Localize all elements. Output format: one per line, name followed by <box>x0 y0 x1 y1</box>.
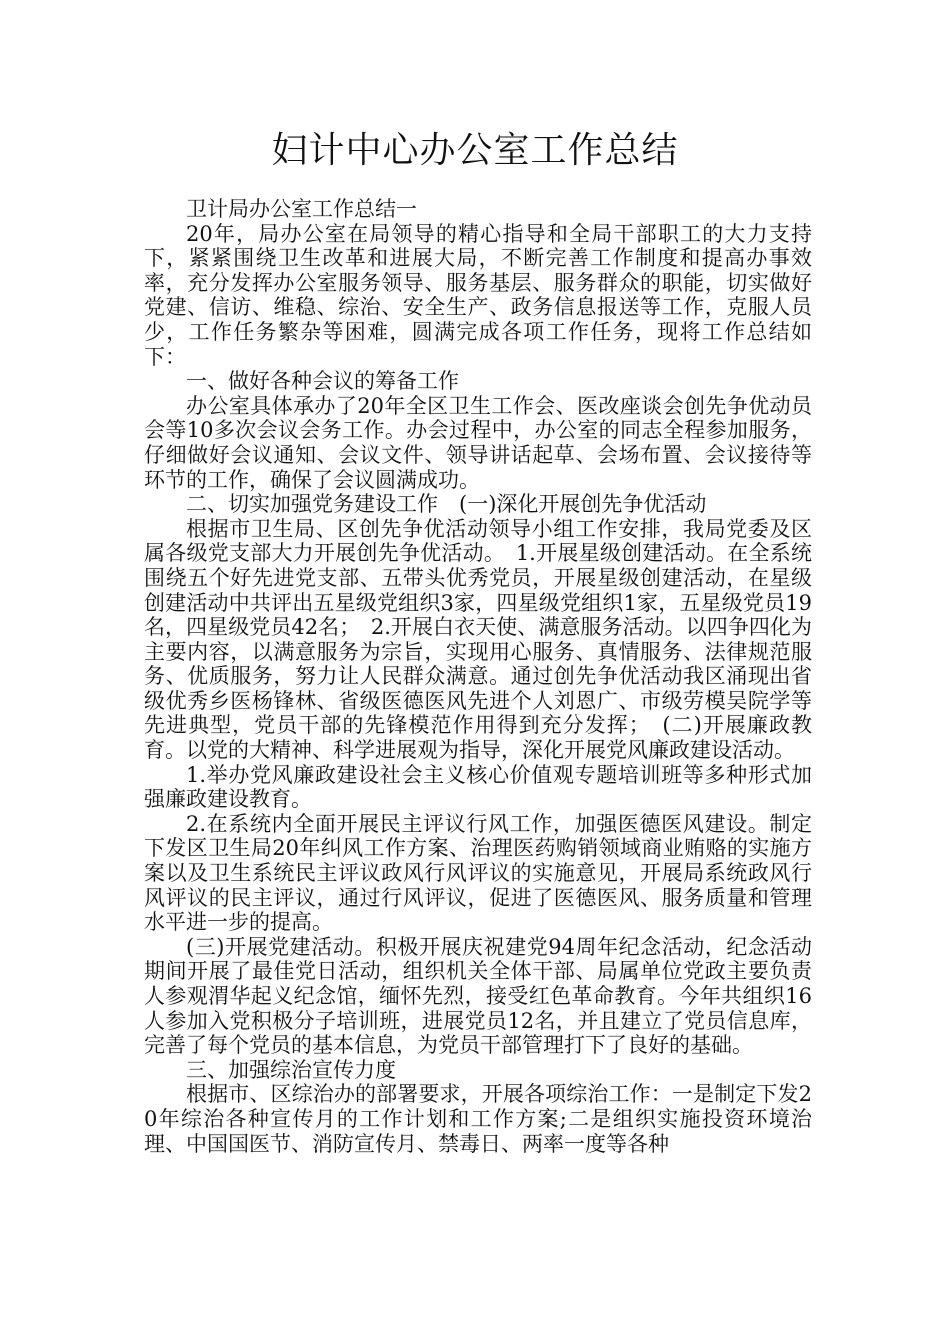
paragraph-integrity-training: 1.举办党风廉政建设社会主义核心价值观专题培训班等多种形式加强廉政建设教育。 <box>144 762 812 812</box>
paragraph-heading-subtitle: 卫计局办公室工作总结一 <box>186 197 417 221</box>
document-body <box>144 197 812 1156</box>
document-title: 妇计中心办公室工作总结 <box>271 130 679 171</box>
paragraph-comprehensive: 根据市、区综治办的部署要求，开展各项综治工作：一是制定下发20年综治各种宣传月的工作计划和工作方案;二是组织实施投资环境治理、中国国医节、消防宣传月、禁毒日、两率一度等各种 <box>144 1082 812 1156</box>
section-heading-3: 三、加强综治宣传力度 <box>186 1057 396 1082</box>
paragraph-intro: 20年，局办公室在局领导的精心指导和全局干部职工的大力支持下，紧紧围绕卫生改革和进展大局，不断完善工作制度和提高办事效率，充分发挥办公室服务领导、服务基层、服务群众的职能，切实做好党建、信访、维稳、综治、安全生产、政务信息报送等工作，克服人员少，工作任务繁杂等困难，圆满完成各项工作任务，现将工作总结如下： <box>144 221 812 369</box>
paragraph-party-activities: 根据市卫生局、区创先争优活动领导小组工作安排，我局党委及区属各级党支部大力开展创先争优活动。 1.开展星级创建活动。在全系统围绕五个好先进党支部、五带头优秀党员，开展星级创建活动，在星级创建活动中共评出五星级党组织3家，四星级党组织1家，五星级党员19名，四星级党员42名； 2.开展白衣天使、满意服务活动。以四争四化为主要内容，以满意服务为宗旨，实现用心服务、真情服务、法律规范服务、优质服务，努力让人民群众满意。通过创先争优活动我区涌现出省级优秀乡医杨锋林、省级医德医风先进个人刘恩广、市级劳模吴院学等先进典型，党员干部的先锋模范作用得到充分发挥； (二)开展廉政教育。以党的大精神、科学进展观为指导，深化开展党风廉政建设活动。 <box>144 516 812 763</box>
paragraph-party-building: (三)开展党建活动。积极开展庆祝建党94周年纪念活动，纪念活动期间开展了最佳党日活动，组织机关全体干部、局属单位党政主要负责人参观渭华起义纪念馆，缅怀先烈，接受红色革命教育。今年共组织16人参加入党积极分子培训班，进展党员12名，并且建立了党员信息库，完善了每个党员的基本信息，为党员干部管理打下了良好的基础。 <box>144 934 812 1058</box>
paragraph-work-style: 2.在系统内全面开展民主评议行风工作，加强医德医风建设。制定下发区卫生局20年纠风工作方案、治理医药购销领域商业贿赂的实施方案以及卫生系统民主评议政风行风评议的实施意见，开展局系统政风行风评议的民主评议，通过行风评议，促进了医德医风、服务质量和管理水平进一步的提高。 <box>144 811 812 935</box>
section-heading-2: 二、切实加强党务建设工作 (一)深化开展创先争优活动 <box>186 492 707 517</box>
paragraph-meetings: 办公室具体承办了20年全区卫生工作会、医改座谈会创先争优动员会等10多次会议会务工作。办会过程中，办公室的同志全程参加服务，仔细做好会议通知、会议文件、领导讲话起草、会场布置、会议接待等环节的工作，确保了会议圆满成功。 <box>144 393 812 492</box>
section-heading-1: 一、做好各种会议的筹备工作 <box>186 369 459 394</box>
